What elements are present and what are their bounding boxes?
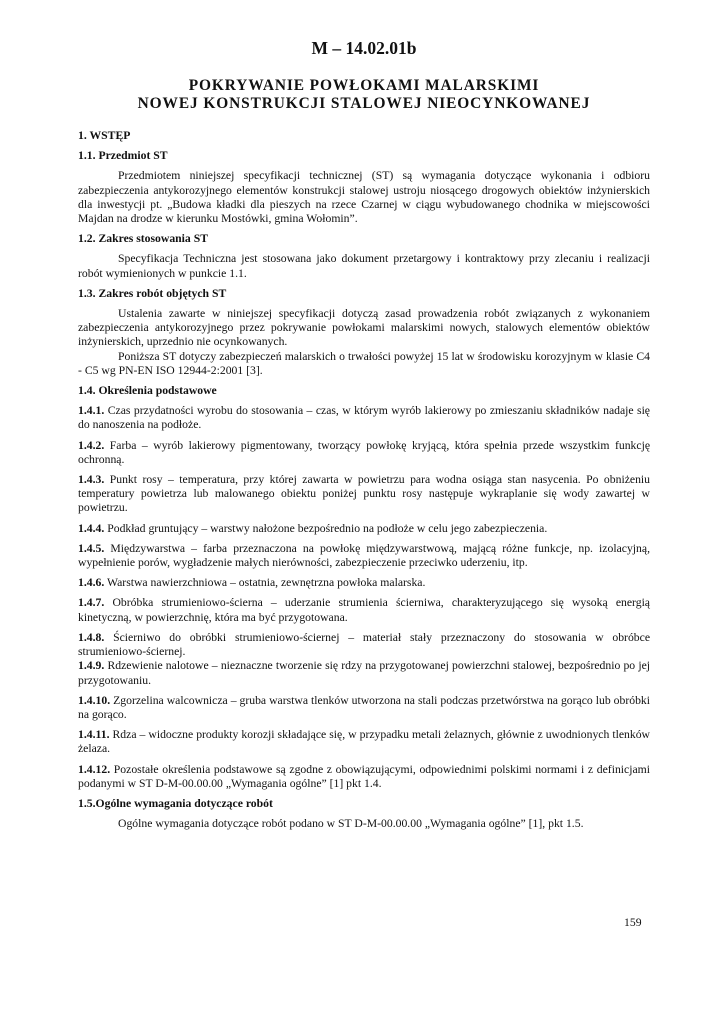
definition-number: 1.4.12. — [78, 762, 111, 776]
definition-text: Farba – wyrób lakierowy pigmentowany, tworzący powłokę kryjącą, która spełnia przede wszystkim funkcję ochronną. — [78, 438, 651, 466]
definition-text: Warstwa nawierzchniowa – ostatnia, zewnętrzna powłoka malarska. — [107, 576, 426, 590]
definition-number: 1.4.2. — [78, 438, 105, 452]
definition-number: 1.4.5. — [78, 541, 105, 555]
definition-item — [78, 542, 650, 570]
paragraph-1-3-b: Poniższa ST dotyczy zabezpieczeń malarskich o trwałości powyżej 15 lat w środowisku korozyjnym w klasie C4 - C5 wg PN-EN ISO 12944-2:2001 [3]. — [78, 349, 650, 377]
title-line-2: NOWEJ KONSTRUKCJI STALOWEJ NIEOCYNKOWANEJ — [137, 95, 591, 112]
subsection-heading-1-1: 1.1. Przedmiot ST — [78, 149, 168, 163]
definition-number: 1.4.8. — [78, 630, 105, 644]
paragraph-1-1: Przedmiotem niniejszej specyfikacji technicznej (ST) są wymagania dotyczące wykonania i odbioru zabezpieczenia antykorozyjnego elementów konstrukcji stalowej ustroju niosącego drogowych obiektów inżynierskich dla inwestycji pt. „Budowa kładki dla pieszych na rzece Czarnej w ciągu wybudowanego chodnika w miejscowości Majdan na drodze w kierunku Mostówki, gmina Wołomin”. — [78, 169, 650, 226]
definition-item — [78, 728, 650, 756]
definition-text: Ścierniwo do obróbki strumieniowo-ściernej – materiał stały przeznaczony do stosowania w obróbce strumieniowo-ściernej. — [78, 630, 651, 659]
document-page — [78, 38, 650, 837]
paragraph-1-3-a: Ustalenia zawarte w niniejszej specyfikacji dotyczą zasad prowadzenia robót związanych z wykonaniem zabezpieczenia antykorozyjnego przez pokrywanie powłokami malarskimi nowych, stalowych elementów obiektów inżynierskich, uprzednio nie ocynkowanych. — [78, 307, 650, 349]
subsection-heading-1-2: 1.2. Zakres stosowania ST — [78, 232, 208, 246]
subsection-heading-1-5: 1.5.Ogólne wymagania dotyczące robót — [78, 796, 273, 810]
definition-item — [78, 763, 650, 791]
definition-item — [78, 631, 650, 659]
definition-text: Zgorzelina walcownicza – gruba warstwa tlenków utworzona na stali podczas przetwórstwa na gorąco lub obróbki na gorąco. — [78, 693, 651, 721]
definition-item — [78, 404, 650, 432]
subsection-heading-1-3: 1.3. Zakres robót objętych ST — [78, 286, 227, 300]
definition-text: Podkład gruntujący – warstwy nałożone bezpośrednio na podłoże w celu jego zabezpieczenia. — [107, 521, 548, 535]
definition-item — [78, 694, 650, 722]
definition-item — [78, 596, 650, 624]
definition-number: 1.4.7. — [78, 596, 105, 610]
definition-text: Punkt rosy – temperatura, przy której zawarta w powietrzu para wodna osiąga stan nasycenia. Po obniżeniu temperatury powietrza lub malowanego obiektu poniżej punktu rosy następuje wykraplanie się wody zawartej w powietrzu. — [78, 473, 651, 515]
definition-text: Rdza – widoczne produkty korozji składające się, w przypadku metali żelaznych, głównie z uwodnionych tlenków żelaza. — [78, 728, 650, 756]
definition-item — [78, 522, 650, 536]
definition-item — [78, 439, 650, 467]
section-heading-intro: 1. WSTĘP — [78, 129, 131, 142]
definition-text: Pozostałe określenia podstawowe są zgodne z obowiązującymi, odpowiednimi polskimi normami i z definicjami podanymi w ST D-M-00.00.00 „Wymagania ogólne” [1] pkt 1.4. — [78, 762, 650, 790]
paragraph-1-2: Specyfikacja Techniczna jest stosowana jako dokument przetargowy i kontraktowy przy zlecaniu i realizacji robót wymienionych w punkcie 1.1. — [78, 252, 650, 280]
definition-text: Czas przydatności wyrobu do stosowania – czas, w którym wyrób lakierowy po zmieszaniu składników nadaje się do nanoszenia na podłoże. — [78, 404, 650, 432]
definition-text: Rdzewienie nalotowe – nieznaczne tworzenie się rdzy na przygotowanej powierzchni stalowej, bezpośrednio po jej przygotowaniu. — [78, 659, 650, 687]
definition-number: 1.4.10. — [78, 693, 111, 707]
definition-item — [78, 576, 650, 590]
definition-text: Obróbka strumieniowo-ścierna – uderzanie strumienia ścierniwa, charakteryzującego się wysoką energią kinetyczną, w powierzchnię, która ma być przygotowana. — [78, 596, 650, 624]
definition-number: 1.4.3. — [78, 473, 105, 487]
definition-number: 1.4.9. — [78, 659, 105, 673]
definition-item — [78, 473, 650, 516]
definition-number: 1.4.11. — [78, 728, 110, 742]
paragraph-1-5: Ogólne wymagania dotyczące robót podano w ST D-M-00.00.00 „Wymagania ogólne” [1], pkt 1.5. — [118, 817, 584, 831]
subsection-heading-1-4: 1.4. Określenia podstawowe — [78, 384, 217, 398]
definition-number: 1.4.1. — [78, 404, 105, 418]
spec-code: M – 14.02.01b — [311, 38, 417, 58]
title-line-1: POKRYWANIE POWŁOKAMI MALARSKIMI — [188, 77, 540, 94]
definition-number: 1.4.6. — [78, 576, 105, 590]
definition-item — [78, 659, 650, 687]
document-title — [78, 77, 650, 113]
page-number: 159 — [624, 916, 642, 929]
definition-text: Międzywarstwa – farba przeznaczona na powłokę międzywarstwową, mającą różne funkcje, np. izolacyjną, wypełnienie porów, wygładzenie małych nierówności, zabezpieczenie przeciwko uderzeniu, itp. — [78, 541, 651, 570]
definition-number: 1.4.4. — [78, 521, 105, 535]
